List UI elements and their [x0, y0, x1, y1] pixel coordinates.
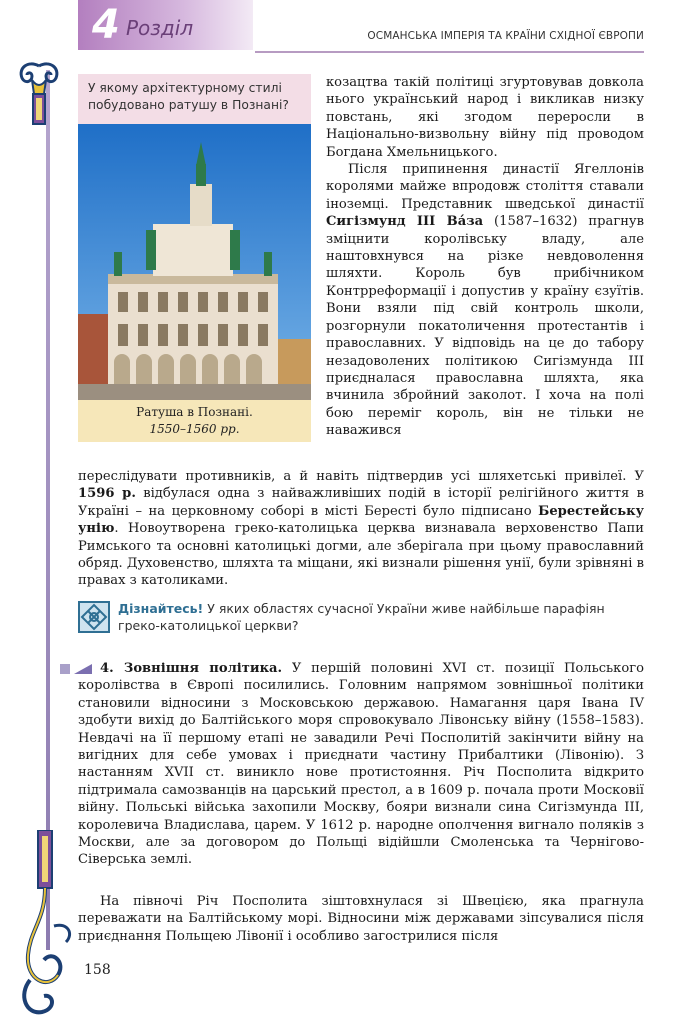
learn-knot-icon [78, 601, 110, 633]
page-number: 158 [84, 962, 111, 978]
ruler-name: Сигізмунд ІІІ Ва́за [326, 214, 484, 230]
learn-question: У яких областях сучасної України живе найбільше парафіян греко-католицької церкви? [118, 601, 605, 633]
learn-label: Дізнайтесь! [118, 601, 204, 616]
ornament-icon [14, 60, 64, 128]
vine-ornament-icon [18, 830, 78, 1020]
chapter-number: 4 [92, 2, 120, 48]
full-width-paragraph [78, 468, 644, 590]
text-run: (1587–1632) прагнув зміцнити королівську владу, але наштовхнувся на різке невдоволення шляхти. Король був прибічником Контрреформації і допустив у країну єзуїтів. Вони взяли під свій контроль школи, розгорнули покатоличення протестантів і православних. У відповідь на це до табору незадоволених політикою Сигізмунда ІІІ приєдналася православна шляхта, яка вчинила збройний заколот. І хоча на полі бою переміг король, він не тільки не наважився [326, 214, 644, 439]
text-run: переслідувати противників, а й навіть підтвердив усі шляхетські привілеї. У [78, 469, 644, 484]
town-hall-photo [78, 124, 311, 400]
learn-prompt [118, 600, 644, 634]
text-run: . Новоутворена греко-католицька церква визнавала верховенство Папи Римського та основні католицькі догми, але зберігала при цьому православний обряд. Духовенство, шляхта та міщани, які визнали рішення унії, були зрівняні в правах з католиками. [78, 521, 644, 589]
question-box: У якому архітектурному стилі побудовано ратушу в Познані? [78, 74, 311, 124]
paragraph [78, 468, 644, 590]
union-term: Берестейську унію [78, 503, 644, 537]
running-title: ОСМАНСЬКА ІМПЕРІЯ ТА КРАЇНИ СХІДНОЇ ЄВРОПИ [367, 30, 644, 42]
paragraph: козацтва такій політиці згуртовував довкола нього український народ і викликав низку повстань, які згодом переросли в Національно-визвольну війну під проводом Богдана Хмельницького. [326, 75, 644, 160]
text-run: відбулася одна з найважливіших подій в історії релігійного життя в Україні – на церковному соборі в місті Бересті було підписано [78, 486, 644, 519]
header-rule [255, 51, 644, 53]
figure-caption [78, 400, 311, 442]
right-column-text [326, 74, 644, 440]
paragraph [326, 161, 644, 440]
section-foreign-policy [78, 660, 644, 869]
year-1596: 1596 р. [78, 486, 136, 502]
text-run: Після припинення династії Ягеллонів королями майже впродовж століття ставали іноземці. Представник шведської династії [326, 162, 644, 212]
chapter-label: Розділ [126, 16, 194, 40]
final-paragraph [78, 893, 644, 945]
paragraph: На півночі Річ Посполита зіштовхнулася зі Швецією, яка прагнула переважати на Балтійському морі. Відносини між державами зіпсувалися після приєднання Польщею Лівонії і особливо загострилися після [78, 894, 644, 944]
paragraph [78, 660, 644, 869]
caption-title: Ратуша в Познані. [136, 405, 253, 419]
caption-date: 1550–1560 рр. [149, 422, 240, 436]
left-margin-rule [46, 70, 50, 950]
page-header [0, 0, 700, 58]
section-heading: 4. Зовнішня політика. [100, 661, 283, 676]
text-run: У першій половині XVI ст. позиції Польського королівства в Європі посилились. Головним напрямом зовнішньої політики становили відносини з Московською державою. Намагання царя Івана IV здобути вихід до Балтійського моря спровокувало Лівонську війну (1558–1583). Невдачі на її першому етапі не завадили Речі Посполитій закінчити війну на вигідних для себе умовах і приєднати частину Прибалтики (Лівонію). З настанням XVII ст. виникло нове протистояння. Річ Посполита відкрито підтримала самозванців на царський престол, а в 1609 р. почала проти Московії війну. Польські війська захопили Москву, бояри визнали сина Сигізмунда ІІІ, королевича Владислава, царем. У 1612 р. народне ополчення вигнало поляків з Москви, але за договором до Польщі відійшли Смоленська та Чернігово-Сіверська землі. [78, 661, 644, 868]
